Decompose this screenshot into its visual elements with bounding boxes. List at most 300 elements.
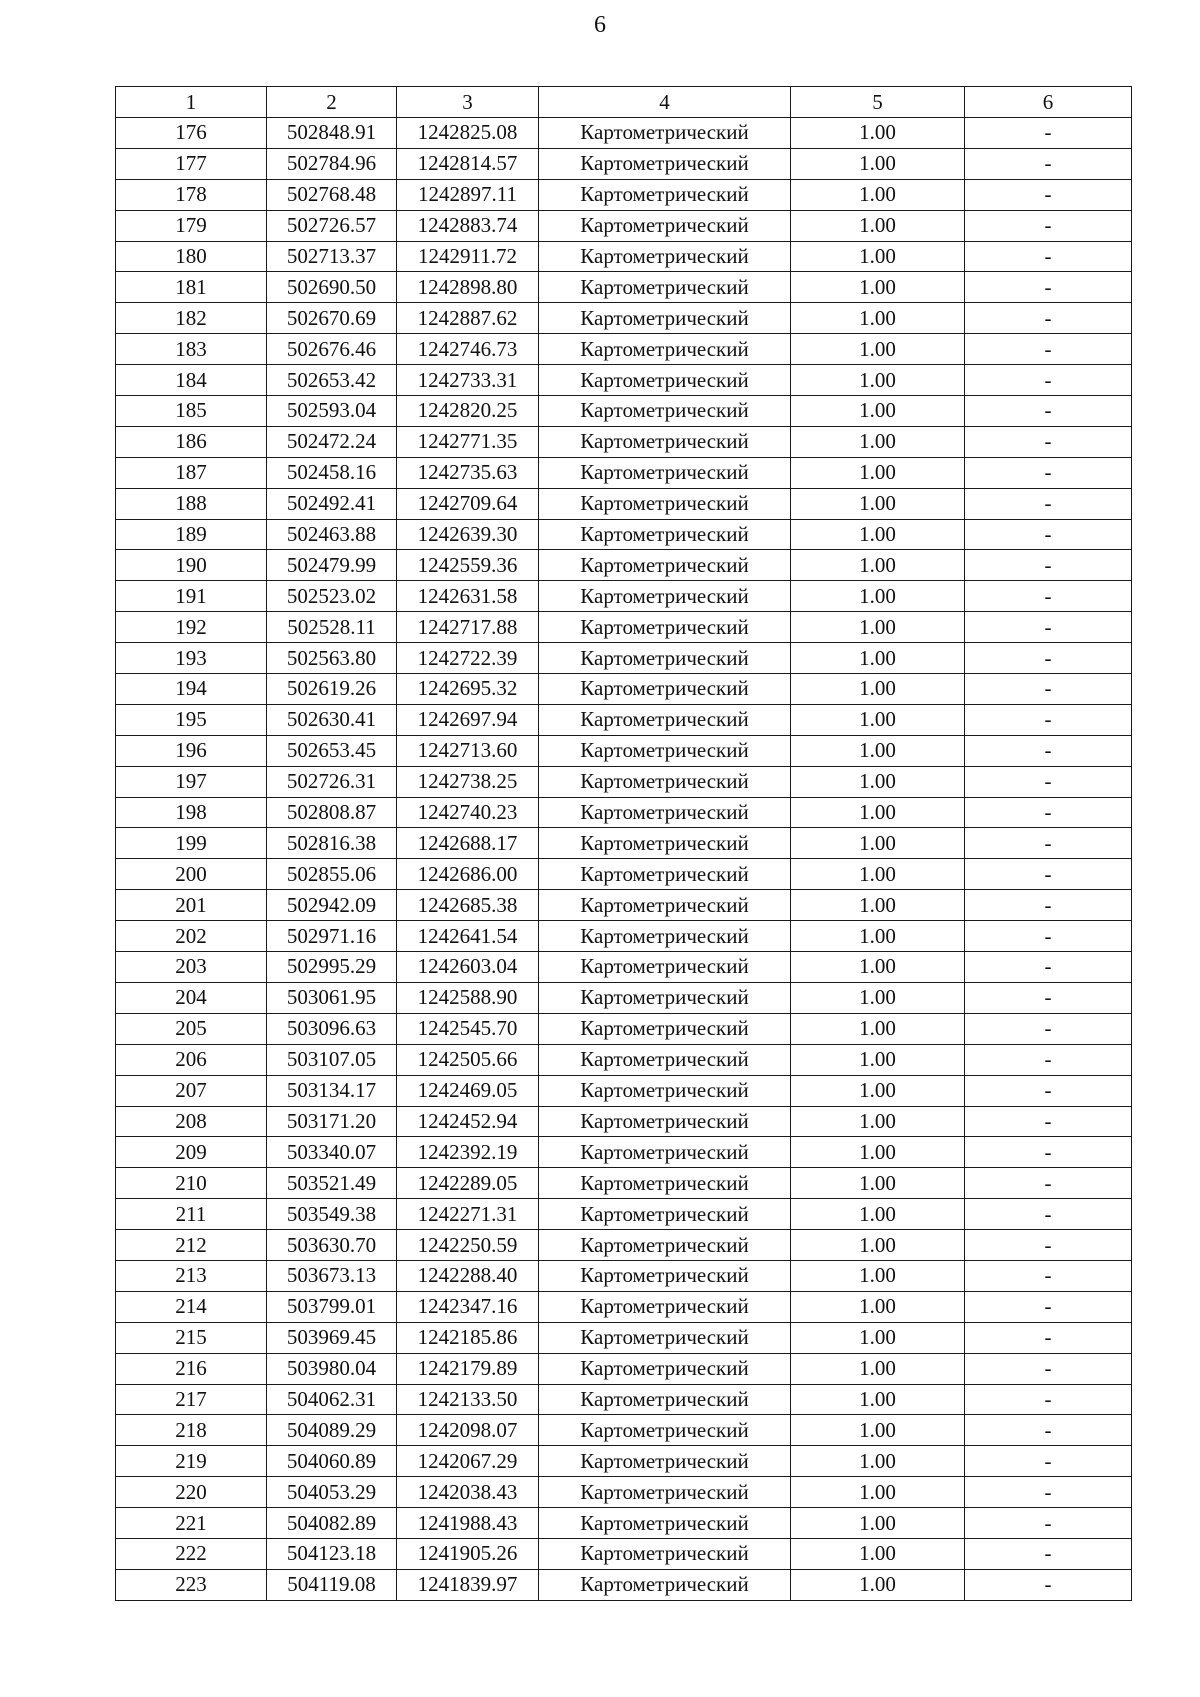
y-coordinate-cell: 1241988.43 (397, 1508, 539, 1539)
precision-cell: 1.00 (791, 396, 965, 427)
header-col-1: 1 (116, 87, 267, 118)
method-cell: Картометрический (539, 179, 791, 210)
point-number-cell: 202 (116, 921, 267, 952)
y-coordinate-cell: 1242697.94 (397, 704, 539, 735)
x-coordinate-cell: 502463.88 (267, 519, 397, 550)
y-coordinate-cell: 1242746.73 (397, 334, 539, 365)
x-coordinate-cell: 502653.45 (267, 735, 397, 766)
precision-cell: 1.00 (791, 1291, 965, 1322)
precision-cell: 1.00 (791, 148, 965, 179)
x-coordinate-cell: 502472.24 (267, 426, 397, 457)
x-coordinate-cell: 503061.95 (267, 982, 397, 1013)
precision-cell: 1.00 (791, 1044, 965, 1075)
x-coordinate-cell: 502816.38 (267, 828, 397, 859)
table-row (116, 704, 1132, 735)
y-coordinate-cell: 1242271.31 (397, 1199, 539, 1230)
point-number-cell: 210 (116, 1168, 267, 1199)
x-coordinate-cell: 502479.99 (267, 550, 397, 581)
precision-cell: 1.00 (791, 179, 965, 210)
note-cell: - (965, 241, 1132, 272)
y-coordinate-cell: 1242733.31 (397, 365, 539, 396)
point-number-cell: 187 (116, 457, 267, 488)
y-coordinate-cell: 1242887.62 (397, 303, 539, 334)
note-cell: - (965, 148, 1132, 179)
y-coordinate-cell: 1242639.30 (397, 519, 539, 550)
table-row (116, 1538, 1132, 1569)
y-coordinate-cell: 1242098.07 (397, 1415, 539, 1446)
note-cell: - (965, 612, 1132, 643)
point-number-cell: 181 (116, 272, 267, 303)
precision-cell: 1.00 (791, 828, 965, 859)
table-row (116, 148, 1132, 179)
x-coordinate-cell: 504082.89 (267, 1508, 397, 1539)
point-number-cell: 179 (116, 210, 267, 241)
point-number-cell: 185 (116, 396, 267, 427)
note-cell: - (965, 1260, 1132, 1291)
method-cell: Картометрический (539, 1168, 791, 1199)
table-row (116, 921, 1132, 952)
note-cell: - (965, 1446, 1132, 1477)
note-cell: - (965, 674, 1132, 705)
table-row (116, 550, 1132, 581)
x-coordinate-cell: 504062.31 (267, 1384, 397, 1415)
table-row (116, 1199, 1132, 1230)
point-number-cell: 182 (116, 303, 267, 334)
x-coordinate-cell: 503521.49 (267, 1168, 397, 1199)
point-number-cell: 215 (116, 1322, 267, 1353)
method-cell: Картометрический (539, 1075, 791, 1106)
point-number-cell: 178 (116, 179, 267, 210)
point-number-cell: 198 (116, 797, 267, 828)
method-cell: Картометрический (539, 1199, 791, 1230)
table-body (116, 118, 1132, 1601)
method-cell: Картометрический (539, 766, 791, 797)
x-coordinate-cell: 502971.16 (267, 921, 397, 952)
y-coordinate-cell: 1242588.90 (397, 982, 539, 1013)
method-cell: Картометрический (539, 612, 791, 643)
x-coordinate-cell: 503171.20 (267, 1106, 397, 1137)
x-coordinate-cell: 502808.87 (267, 797, 397, 828)
note-cell: - (965, 1106, 1132, 1137)
x-coordinate-cell: 503673.13 (267, 1260, 397, 1291)
table-row (116, 1353, 1132, 1384)
note-cell: - (965, 179, 1132, 210)
note-cell: - (965, 1137, 1132, 1168)
method-cell: Картометрический (539, 1353, 791, 1384)
note-cell: - (965, 396, 1132, 427)
note-cell: - (965, 303, 1132, 334)
table-row (116, 334, 1132, 365)
x-coordinate-cell: 503630.70 (267, 1230, 397, 1261)
x-coordinate-cell: 502676.46 (267, 334, 397, 365)
y-coordinate-cell: 1242641.54 (397, 921, 539, 952)
x-coordinate-cell: 502523.02 (267, 581, 397, 612)
table-row (116, 1477, 1132, 1508)
y-coordinate-cell: 1242738.25 (397, 766, 539, 797)
y-coordinate-cell: 1242883.74 (397, 210, 539, 241)
method-cell: Картометрический (539, 1446, 791, 1477)
method-cell: Картометрический (539, 334, 791, 365)
precision-cell: 1.00 (791, 1446, 965, 1477)
table-row (116, 581, 1132, 612)
y-coordinate-cell: 1242686.00 (397, 859, 539, 890)
point-number-cell: 219 (116, 1446, 267, 1477)
y-coordinate-cell: 1242347.16 (397, 1291, 539, 1322)
note-cell: - (965, 1569, 1132, 1600)
note-cell: - (965, 118, 1132, 149)
table-row (116, 241, 1132, 272)
precision-cell: 1.00 (791, 735, 965, 766)
precision-cell: 1.00 (791, 1106, 965, 1137)
table-row (116, 1446, 1132, 1477)
note-cell: - (965, 272, 1132, 303)
point-number-cell: 195 (116, 704, 267, 735)
table-row (116, 1322, 1132, 1353)
x-coordinate-cell: 502670.69 (267, 303, 397, 334)
note-cell: - (965, 797, 1132, 828)
precision-cell: 1.00 (791, 1538, 965, 1569)
x-coordinate-cell: 502593.04 (267, 396, 397, 427)
method-cell: Картометрический (539, 1538, 791, 1569)
table-row (116, 396, 1132, 427)
header-col-4: 4 (539, 87, 791, 118)
x-coordinate-cell: 504119.08 (267, 1569, 397, 1600)
precision-cell: 1.00 (791, 1230, 965, 1261)
precision-cell: 1.00 (791, 118, 965, 149)
table-row (116, 735, 1132, 766)
note-cell: - (965, 1322, 1132, 1353)
y-coordinate-cell: 1242452.94 (397, 1106, 539, 1137)
y-coordinate-cell: 1242740.23 (397, 797, 539, 828)
x-coordinate-cell: 502848.91 (267, 118, 397, 149)
x-coordinate-cell: 502619.26 (267, 674, 397, 705)
method-cell: Картометрический (539, 1044, 791, 1075)
note-cell: - (965, 457, 1132, 488)
x-coordinate-cell: 502726.31 (267, 766, 397, 797)
note-cell: - (965, 488, 1132, 519)
method-cell: Картометрический (539, 488, 791, 519)
point-number-cell: 189 (116, 519, 267, 550)
point-number-cell: 216 (116, 1353, 267, 1384)
precision-cell: 1.00 (791, 674, 965, 705)
note-cell: - (965, 210, 1132, 241)
table-row (116, 1044, 1132, 1075)
precision-cell: 1.00 (791, 1199, 965, 1230)
x-coordinate-cell: 503340.07 (267, 1137, 397, 1168)
y-coordinate-cell: 1242067.29 (397, 1446, 539, 1477)
y-coordinate-cell: 1242250.59 (397, 1230, 539, 1261)
point-number-cell: 207 (116, 1075, 267, 1106)
note-cell: - (965, 1230, 1132, 1261)
y-coordinate-cell: 1242911.72 (397, 241, 539, 272)
y-coordinate-cell: 1242825.08 (397, 118, 539, 149)
note-cell: - (965, 550, 1132, 581)
note-cell: - (965, 1538, 1132, 1569)
x-coordinate-cell: 503549.38 (267, 1199, 397, 1230)
x-coordinate-cell: 503980.04 (267, 1353, 397, 1384)
precision-cell: 1.00 (791, 1569, 965, 1600)
note-cell: - (965, 1477, 1132, 1508)
table-row (116, 828, 1132, 859)
header-col-6: 6 (965, 87, 1132, 118)
precision-cell: 1.00 (791, 334, 965, 365)
method-cell: Картометрический (539, 1230, 791, 1261)
y-coordinate-cell: 1242289.05 (397, 1168, 539, 1199)
y-coordinate-cell: 1242771.35 (397, 426, 539, 457)
method-cell: Картометрический (539, 581, 791, 612)
point-number-cell: 206 (116, 1044, 267, 1075)
method-cell: Картометрический (539, 550, 791, 581)
point-number-cell: 201 (116, 890, 267, 921)
x-coordinate-cell: 502690.50 (267, 272, 397, 303)
method-cell: Картометрический (539, 1384, 791, 1415)
y-coordinate-cell: 1242469.05 (397, 1075, 539, 1106)
note-cell: - (965, 365, 1132, 396)
table-header (116, 87, 1132, 118)
y-coordinate-cell: 1242288.40 (397, 1260, 539, 1291)
x-coordinate-cell: 503134.17 (267, 1075, 397, 1106)
y-coordinate-cell: 1242133.50 (397, 1384, 539, 1415)
coordinates-table (115, 86, 1132, 1601)
table-row (116, 859, 1132, 890)
method-cell: Картометрический (539, 828, 791, 859)
page-number: 6 (594, 12, 606, 38)
table-row (116, 1415, 1132, 1446)
method-cell: Картометрический (539, 1291, 791, 1322)
x-coordinate-cell: 502563.80 (267, 643, 397, 674)
note-cell: - (965, 859, 1132, 890)
x-coordinate-cell: 502995.29 (267, 952, 397, 983)
table-row (116, 303, 1132, 334)
x-coordinate-cell: 503107.05 (267, 1044, 397, 1075)
precision-cell: 1.00 (791, 426, 965, 457)
y-coordinate-cell: 1242392.19 (397, 1137, 539, 1168)
y-coordinate-cell: 1242603.04 (397, 952, 539, 983)
x-coordinate-cell: 502942.09 (267, 890, 397, 921)
method-cell: Картометрический (539, 457, 791, 488)
table-row (116, 1106, 1132, 1137)
method-cell: Картометрический (539, 674, 791, 705)
method-cell: Картометрический (539, 735, 791, 766)
table-row (116, 643, 1132, 674)
y-coordinate-cell: 1242545.70 (397, 1013, 539, 1044)
point-number-cell: 177 (116, 148, 267, 179)
point-number-cell: 196 (116, 735, 267, 766)
table-row (116, 1137, 1132, 1168)
x-coordinate-cell: 503969.45 (267, 1322, 397, 1353)
precision-cell: 1.00 (791, 365, 965, 396)
x-coordinate-cell: 502726.57 (267, 210, 397, 241)
table-row (116, 612, 1132, 643)
point-number-cell: 193 (116, 643, 267, 674)
precision-cell: 1.00 (791, 1168, 965, 1199)
note-cell: - (965, 581, 1132, 612)
precision-cell: 1.00 (791, 859, 965, 890)
y-coordinate-cell: 1242898.80 (397, 272, 539, 303)
table-row (116, 210, 1132, 241)
note-cell: - (965, 643, 1132, 674)
y-coordinate-cell: 1242695.32 (397, 674, 539, 705)
table-row (116, 1168, 1132, 1199)
table-row (116, 426, 1132, 457)
precision-cell: 1.00 (791, 488, 965, 519)
note-cell: - (965, 1044, 1132, 1075)
note-cell: - (965, 828, 1132, 859)
x-coordinate-cell: 502855.06 (267, 859, 397, 890)
point-number-cell: 208 (116, 1106, 267, 1137)
precision-cell: 1.00 (791, 272, 965, 303)
table-row (116, 457, 1132, 488)
precision-cell: 1.00 (791, 1137, 965, 1168)
precision-cell: 1.00 (791, 921, 965, 952)
x-coordinate-cell: 502784.96 (267, 148, 397, 179)
header-col-5: 5 (791, 87, 965, 118)
method-cell: Картометрический (539, 859, 791, 890)
y-coordinate-cell: 1242559.36 (397, 550, 539, 581)
point-number-cell: 204 (116, 982, 267, 1013)
x-coordinate-cell: 503096.63 (267, 1013, 397, 1044)
point-number-cell: 217 (116, 1384, 267, 1415)
x-coordinate-cell: 502713.37 (267, 241, 397, 272)
method-cell: Картометрический (539, 272, 791, 303)
precision-cell: 1.00 (791, 1508, 965, 1539)
note-cell: - (965, 334, 1132, 365)
point-number-cell: 192 (116, 612, 267, 643)
method-cell: Картометрический (539, 643, 791, 674)
x-coordinate-cell: 503799.01 (267, 1291, 397, 1322)
point-number-cell: 220 (116, 1477, 267, 1508)
point-number-cell: 209 (116, 1137, 267, 1168)
x-coordinate-cell: 504060.89 (267, 1446, 397, 1477)
note-cell: - (965, 982, 1132, 1013)
point-number-cell: 218 (116, 1415, 267, 1446)
y-coordinate-cell: 1242185.86 (397, 1322, 539, 1353)
point-number-cell: 184 (116, 365, 267, 396)
table-row (116, 1075, 1132, 1106)
y-coordinate-cell: 1242820.25 (397, 396, 539, 427)
point-number-cell: 200 (116, 859, 267, 890)
point-number-cell: 214 (116, 1291, 267, 1322)
x-coordinate-cell: 504123.18 (267, 1538, 397, 1569)
y-coordinate-cell: 1242814.57 (397, 148, 539, 179)
precision-cell: 1.00 (791, 643, 965, 674)
table-row (116, 488, 1132, 519)
y-coordinate-cell: 1241905.26 (397, 1538, 539, 1569)
y-coordinate-cell: 1242038.43 (397, 1477, 539, 1508)
point-number-cell: 205 (116, 1013, 267, 1044)
y-coordinate-cell: 1242631.58 (397, 581, 539, 612)
table-row (116, 272, 1132, 303)
table-row (116, 1260, 1132, 1291)
point-number-cell: 199 (116, 828, 267, 859)
header-col-2: 2 (267, 87, 397, 118)
precision-cell: 1.00 (791, 1477, 965, 1508)
method-cell: Картометрический (539, 921, 791, 952)
table-row (116, 1384, 1132, 1415)
point-number-cell: 190 (116, 550, 267, 581)
precision-cell: 1.00 (791, 550, 965, 581)
note-cell: - (965, 1199, 1132, 1230)
x-coordinate-cell: 502768.48 (267, 179, 397, 210)
precision-cell: 1.00 (791, 581, 965, 612)
point-number-cell: 212 (116, 1230, 267, 1261)
method-cell: Картометрический (539, 396, 791, 427)
point-number-cell: 186 (116, 426, 267, 457)
precision-cell: 1.00 (791, 890, 965, 921)
y-coordinate-cell: 1242709.64 (397, 488, 539, 519)
y-coordinate-cell: 1242735.63 (397, 457, 539, 488)
note-cell: - (965, 1353, 1132, 1384)
table-row (116, 365, 1132, 396)
method-cell: Картометрический (539, 148, 791, 179)
method-cell: Картометрический (539, 1137, 791, 1168)
y-coordinate-cell: 1242179.89 (397, 1353, 539, 1384)
y-coordinate-cell: 1242897.11 (397, 179, 539, 210)
y-coordinate-cell: 1242685.38 (397, 890, 539, 921)
precision-cell: 1.00 (791, 704, 965, 735)
note-cell: - (965, 1508, 1132, 1539)
point-number-cell: 222 (116, 1538, 267, 1569)
y-coordinate-cell: 1241839.97 (397, 1569, 539, 1600)
note-cell: - (965, 921, 1132, 952)
precision-cell: 1.00 (791, 210, 965, 241)
note-cell: - (965, 766, 1132, 797)
precision-cell: 1.00 (791, 612, 965, 643)
method-cell: Картометрический (539, 1106, 791, 1137)
method-cell: Картометрический (539, 118, 791, 149)
method-cell: Картометрический (539, 1569, 791, 1600)
x-coordinate-cell: 502653.42 (267, 365, 397, 396)
note-cell: - (965, 1415, 1132, 1446)
y-coordinate-cell: 1242505.66 (397, 1044, 539, 1075)
precision-cell: 1.00 (791, 303, 965, 334)
table-row (116, 797, 1132, 828)
method-cell: Картометрический (539, 952, 791, 983)
method-cell: Картометрический (539, 797, 791, 828)
point-number-cell: 223 (116, 1569, 267, 1600)
precision-cell: 1.00 (791, 1353, 965, 1384)
precision-cell: 1.00 (791, 457, 965, 488)
method-cell: Картометрический (539, 210, 791, 241)
note-cell: - (965, 890, 1132, 921)
precision-cell: 1.00 (791, 952, 965, 983)
table-row (116, 952, 1132, 983)
method-cell: Картометрический (539, 426, 791, 457)
point-number-cell: 211 (116, 1199, 267, 1230)
method-cell: Картометрический (539, 1260, 791, 1291)
point-number-cell: 191 (116, 581, 267, 612)
y-coordinate-cell: 1242713.60 (397, 735, 539, 766)
precision-cell: 1.00 (791, 1322, 965, 1353)
method-cell: Картометрический (539, 1322, 791, 1353)
note-cell: - (965, 952, 1132, 983)
header-col-3: 3 (397, 87, 539, 118)
precision-cell: 1.00 (791, 1260, 965, 1291)
table-row (116, 118, 1132, 149)
table-row (116, 674, 1132, 705)
precision-cell: 1.00 (791, 1384, 965, 1415)
precision-cell: 1.00 (791, 982, 965, 1013)
table-row (116, 1569, 1132, 1600)
table-row (116, 1230, 1132, 1261)
note-cell: - (965, 1075, 1132, 1106)
table-row (116, 1291, 1132, 1322)
table-row (116, 519, 1132, 550)
method-cell: Картометрический (539, 1508, 791, 1539)
note-cell: - (965, 735, 1132, 766)
x-coordinate-cell: 502630.41 (267, 704, 397, 735)
note-cell: - (965, 1291, 1132, 1322)
